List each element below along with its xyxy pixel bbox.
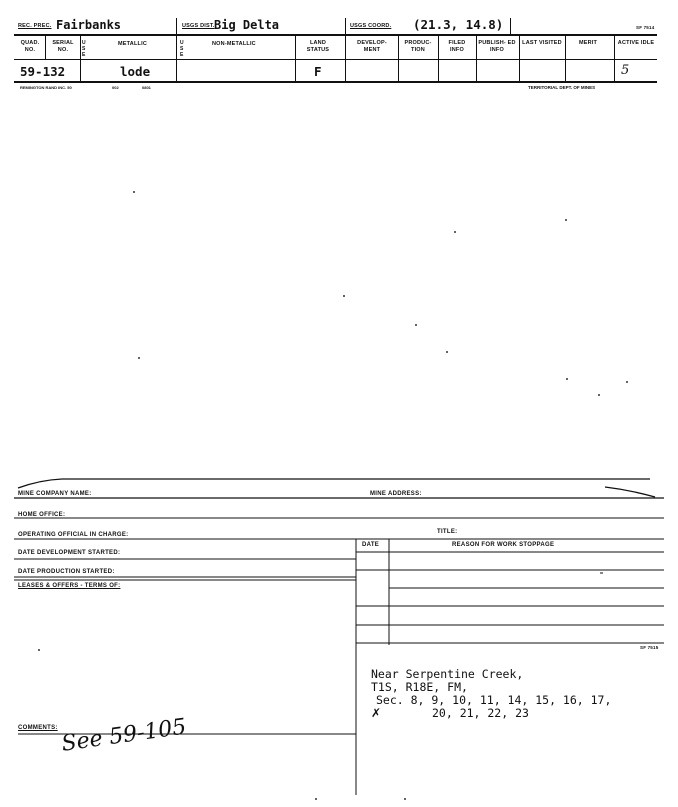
rule xyxy=(14,59,657,60)
handwritten-comment: See 59-105 xyxy=(60,714,188,757)
col-last-visited: LAST VISITED xyxy=(522,40,562,46)
mine-address-label: MINE ADDRESS: xyxy=(370,491,422,497)
form-number-2: SF 7515 xyxy=(640,645,659,650)
speck xyxy=(133,191,135,193)
rule xyxy=(565,36,566,82)
active-idle-mark: 5 xyxy=(621,63,630,78)
rule xyxy=(398,36,399,82)
speck xyxy=(598,394,600,396)
speck xyxy=(454,231,456,233)
rec-prec-value: Fairbanks xyxy=(56,18,122,32)
rule xyxy=(510,18,511,36)
location-line-3: Sec. 8, 9, 10, 11, 14, 15, 16, 17, xyxy=(376,693,612,707)
col-use-1: U S E xyxy=(82,40,86,58)
rule xyxy=(519,36,520,82)
rule xyxy=(14,34,657,36)
usgs-dist-value: Big Delta xyxy=(214,18,280,32)
col-serial-no: SERIAL NO. xyxy=(52,40,74,53)
col-production: PRODUC- TION xyxy=(404,40,432,53)
imprint-right: TERRITORIAL DEPT. OF MINES xyxy=(528,85,596,90)
col-merit: MERIT xyxy=(578,40,598,46)
leases-label: LEASES & OFFERS - TERMS OF: xyxy=(18,583,121,589)
col-published-info: PUBLISH- ED INFO xyxy=(478,40,516,53)
speck xyxy=(446,351,448,353)
rule xyxy=(295,36,296,82)
rule xyxy=(14,81,657,83)
speck xyxy=(566,378,568,380)
col-active-idle: ACTIVE IDLE xyxy=(617,40,655,46)
speck xyxy=(138,357,140,359)
form-number: SF 7514 xyxy=(636,25,655,30)
check-mark: ✗ xyxy=(371,706,382,720)
speck xyxy=(343,295,345,297)
rule xyxy=(438,36,439,82)
col-non-metallic: NON-METALLIC xyxy=(212,41,256,47)
speck xyxy=(415,324,417,326)
comments-label: COMMENTS: xyxy=(18,725,58,731)
col-metallic: METALLIC xyxy=(118,41,147,47)
lower-card xyxy=(0,470,678,807)
home-office-label: HOME OFFICE: xyxy=(18,512,66,518)
rule xyxy=(476,36,477,82)
mine-company-name-label: MINE COMPANY NAME: xyxy=(18,491,92,497)
location-line-4: 20, 21, 22, 23 xyxy=(432,706,529,720)
operating-official-label: OPERATING OFFICIAL IN CHARGE: xyxy=(18,532,129,538)
imprint-left: REMINGTON RAND INC. 50 xyxy=(20,85,72,90)
date-header: DATE xyxy=(362,542,380,548)
rec-prec-label: REC. PREC. xyxy=(18,23,52,29)
usgs-coord-value: (21.3, 14.8) xyxy=(413,17,504,32)
speck xyxy=(565,219,567,221)
date-development-label: DATE DEVELOPMENT STARTED: xyxy=(18,550,121,556)
top-card xyxy=(0,0,678,100)
col-quad-no: QUAD. NO. xyxy=(20,40,40,53)
rule xyxy=(80,36,81,82)
usgs-dist-label: USGS DIST. xyxy=(182,23,215,29)
quad-serial-value: 59-132 xyxy=(20,64,66,79)
location-line-1: Near Serpentine Creek, xyxy=(371,667,524,681)
reason-header: REASON FOR WORK STOPPAGE xyxy=(452,542,555,548)
metallic-value: lode xyxy=(120,64,151,79)
imprint-mid-1: 002 xyxy=(112,85,119,90)
col-filed-info: FILED INFO xyxy=(448,40,466,53)
title-label: TITLE: xyxy=(437,529,458,535)
rule xyxy=(345,18,346,82)
col-development: DEVELOP- MENT xyxy=(357,40,387,53)
land-status-value: F xyxy=(314,64,322,79)
imprint-mid-2: 0801 xyxy=(142,85,151,90)
rule xyxy=(614,36,615,82)
col-land-status: LAND STATUS xyxy=(306,40,330,53)
col-use-2: U S E xyxy=(180,40,184,58)
date-production-label: DATE PRODUCTION STARTED: xyxy=(18,569,115,575)
location-line-2: T1S, R18E, FM, xyxy=(371,680,468,694)
speck xyxy=(626,381,628,383)
usgs-coord-label: USGS COORD. xyxy=(350,23,392,29)
rule xyxy=(45,36,46,59)
rule xyxy=(176,18,177,82)
